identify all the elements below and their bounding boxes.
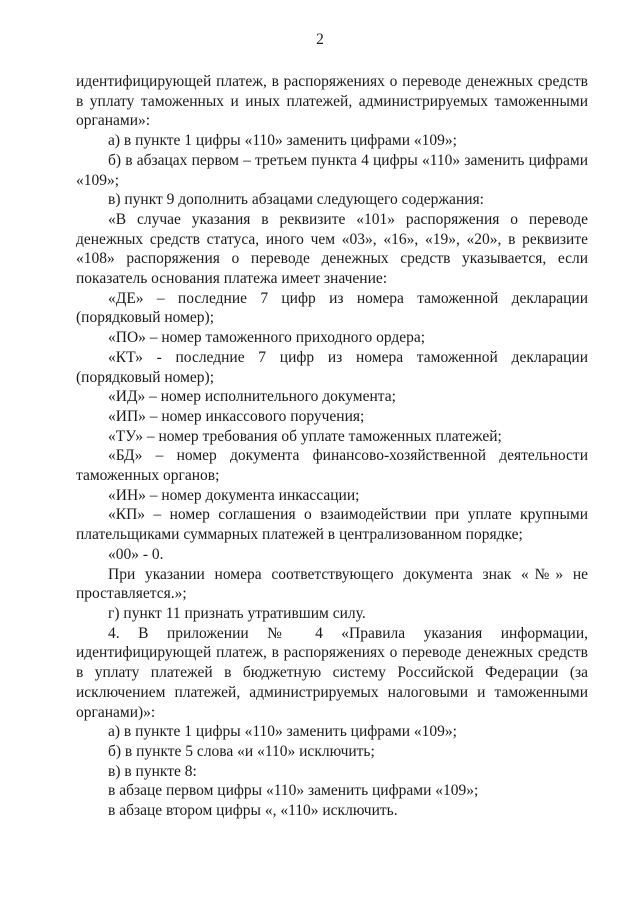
- paragraph-code-id: «ИД» – номер исполнительного документа;: [108, 388, 396, 406]
- paragraph-section-4: 4. В приложении № 4 «Правила указания информации, идентифицирующей платеж, в распоряжениях о переводе денежных средств в уплату платежей в бюджетную систему Российской Федерации (за исключением платежей, администрируемых налоговыми и таможенными органами)»:: [76, 624, 588, 721]
- paragraph-code-tu: «ТУ» – номер требования об уплате таможенных платежей;: [108, 427, 502, 445]
- page-number: 2: [316, 31, 324, 48]
- paragraph-code-00: «00» - 0.: [108, 545, 164, 563]
- paragraph-code-kp: «КП» – номер соглашения о взаимодействии при уплате крупными плательщиками суммарных платежей в централизованном порядке;: [76, 506, 588, 544]
- paragraph-continuation: идентифицирующей платеж, в распоряжениях о переводе денежных средств в уплату таможенных и иных платежей, администрируемых таможенными органами»:: [76, 73, 588, 130]
- paragraph-section-4-v: в) в пункте 8:: [108, 762, 197, 780]
- paragraph-code-ip: «ИП» – номер инкассового поручения;: [108, 407, 365, 425]
- paragraph-section-4-v-1: в абзаце первом цифры «110» заменить цифрами «109»;: [108, 782, 479, 800]
- paragraph-code-in: «ИН» – номер документа инкассации;: [108, 486, 360, 504]
- paragraph-item-v: в) пункт 9 дополнить абзацами следующего содержания:: [108, 191, 484, 209]
- paragraph-section-4-b: б) в пункте 5 слова «и «110» исключить;: [108, 742, 375, 760]
- paragraph-code-de: «ДЕ» – последние 7 цифр из номера таможенной декларации (порядковый номер);: [76, 289, 588, 327]
- paragraph-code-kt: «КТ» - последние 7 цифр из номера таможенной декларации (порядковый номер);: [76, 348, 588, 386]
- paragraph-section-4-a: а) в пункте 1 цифры «110» заменить цифрами «109»;: [108, 723, 457, 741]
- paragraph-code-po: «ПО» – номер таможенного приходного ордера;: [108, 329, 426, 347]
- paragraph-section-4-v-2: в абзаце втором цифры «, «110» исключить.: [108, 802, 398, 820]
- paragraph-number-sign: При указании номера соответствующего документа знак «№» не проставляется.»;: [76, 565, 588, 603]
- paragraph-item-a: а) в пункте 1 цифры «110» заменить цифрами «109»;: [108, 132, 457, 150]
- paragraph-code-bd: «БД» – номер документа финансово-хозяйственной деятельности таможенных органов;: [76, 447, 588, 485]
- document-body: [76, 72, 588, 821]
- paragraph-item-b: б) в абзацах первом – третьем пункта 4 цифры «110» заменить цифрами «109»;: [76, 151, 588, 189]
- paragraph-item-g: г) пункт 11 признать утратившим силу.: [108, 604, 366, 622]
- paragraph-quote-intro: «В случае указания в реквизите «101» распоряжения о переводе денежных средств статуса, иного чем «03», «16», «19», «20», в реквизите «108» распоряжения о переводе денежных средств указывается, если показатель основания платежа имеет значение:: [76, 210, 588, 288]
